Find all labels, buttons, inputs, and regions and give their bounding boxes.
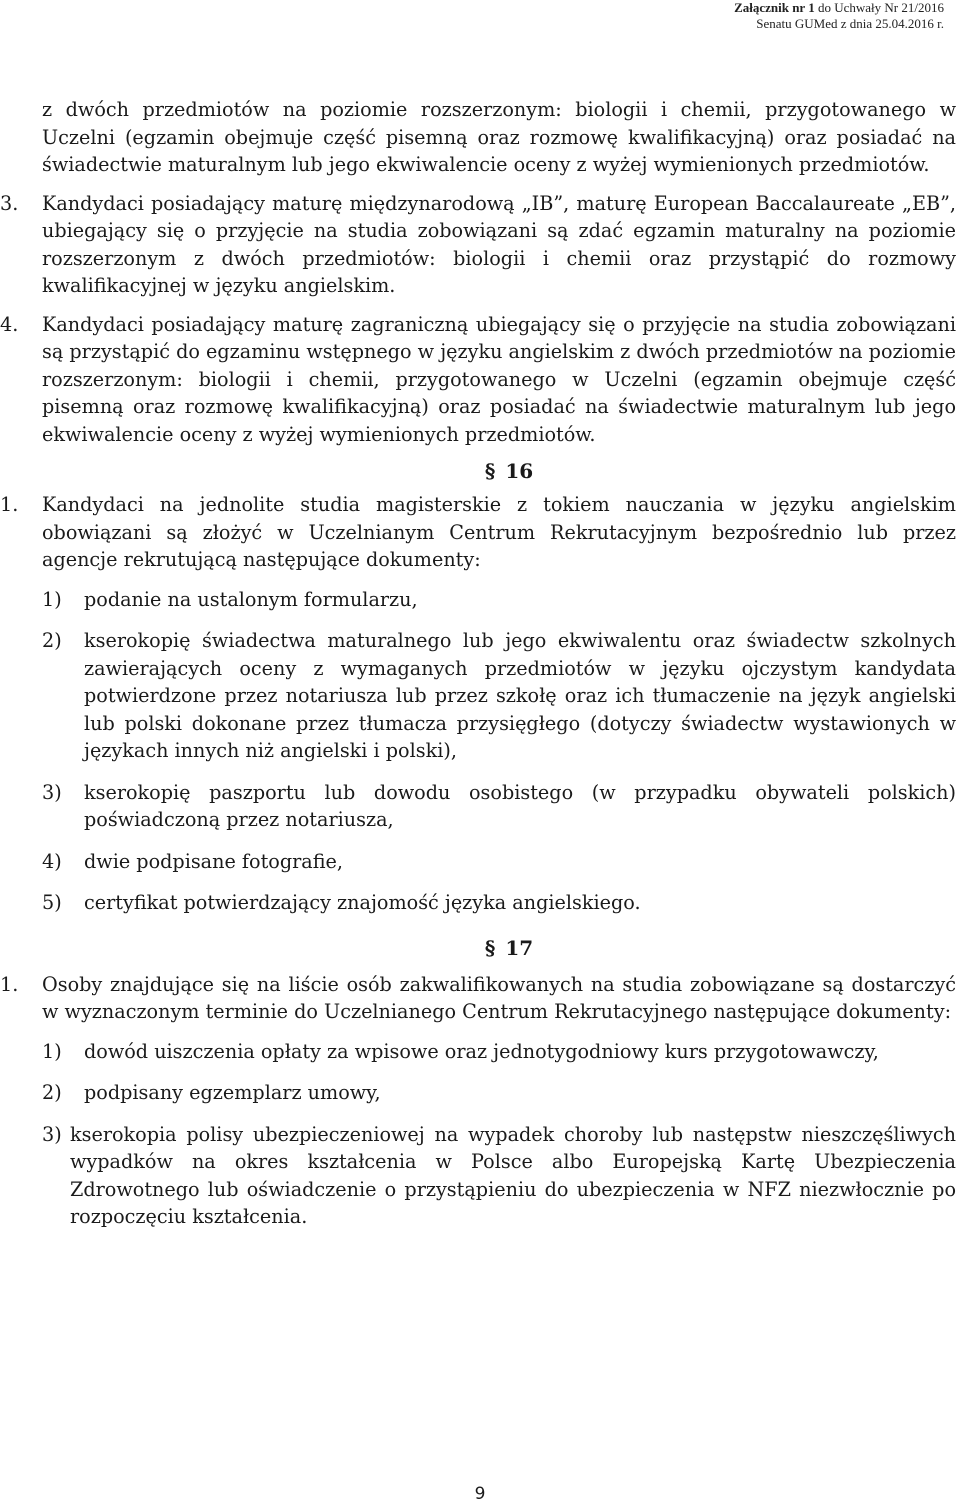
header-line-2: Senatu GUMed z dnia 25.04.2016 r. xyxy=(756,16,944,31)
attachment-label: Załącznik nr 1 xyxy=(734,0,815,15)
subitem-text: kserokopię paszportu lub dowodu osobistego (w przypadku obywateli polskich) poświadczoną przez notariusza, xyxy=(84,780,956,831)
subitem-text: certyfikat potwierdzający znajomość języka angielskiego. xyxy=(84,891,641,914)
paragraph-4-text: Kandydaci posiadający maturę zagraniczną ubiegający się o przyjęcie na studia zobowiązani są przystąpić do egzaminu wstępnego w języku angielskim z dwóch przedmiotów na poziomie rozszerzonym: biologii i chemii, przygotowanego w Uczelni (egzamin obejmuje część pisemną oraz rozmowę kwalifikacyjną) oraz posiadać na świadectwie maturalnym lub jego ekwiwalencie oceny z wyżej wymienionych przedmiotów. xyxy=(42,312,956,446)
section-16-subitem xyxy=(0,627,960,765)
section-symbol: § xyxy=(484,935,496,960)
subitem-text: dwie podpisane fotografie, xyxy=(84,849,343,873)
section-17-subitem xyxy=(0,1121,960,1231)
section-number: 16 xyxy=(505,459,534,483)
subitem-text: dowód uiszczenia opłaty za wpisowe oraz jednotygodniowy kurs przygotowawczy, xyxy=(84,1039,879,1063)
item-text: Osoby znajdujące się na liście osób zakwalifikowanych na studia zobowiązane są dostarczyć w wyznaczonym terminie do Uczelnianego Centrum Rekrutacyjnego następujące dokumenty: xyxy=(42,972,956,1023)
section-symbol: § xyxy=(484,459,496,483)
subitem-text: kserokopia polisy ubezpieczeniowej na wypadek choroby lub następstw nieszczęśliwych wypadków na okres kształcenia w Polsce albo Europejską Kartę Ubezpieczenia Zdrowotnego lub oświadczenie o przystąpieniu do ubezpieczenia w NFZ niezwłocznie po rozpoczęciu kształcenia. xyxy=(70,1122,956,1228)
section-17-subitem xyxy=(0,1038,960,1066)
subitem-number: 2) xyxy=(42,629,62,652)
paragraph-3-number: 3. xyxy=(0,191,19,215)
subitem-number: 1) xyxy=(42,1039,62,1063)
subitem-text: podanie na ustalonym formularzu, xyxy=(84,587,418,611)
paragraph-3 xyxy=(0,190,960,300)
document-header xyxy=(734,0,944,32)
section-17-heading xyxy=(0,935,960,962)
resolution-number: do Uchwały Nr 21/2016 xyxy=(814,0,944,15)
section-17-item-1 xyxy=(0,971,960,1026)
page-number: 9 xyxy=(474,1484,486,1504)
subitem-text: podpisany egzemplarz umowy, xyxy=(84,1081,381,1104)
paragraph-4 xyxy=(0,311,960,449)
continuation-paragraph: z dwóch przedmiotów na poziomie rozszerzonym: biologii i chemii, przygotowanego w Uczelni (egzamin obejmuje część pisemną oraz rozmowę kwalifikacyjną) oraz posiadać na świadectwie maturalnym lub jego ekwiwalencie oceny z wyżej wymienionych przedmiotów. xyxy=(42,98,956,176)
item-text: Kandydaci na jednolite studia magisterskie z tokiem nauczania w języku angielskim obowiązani są złożyć w Uczelnianym Centrum Rekrutacyjnym bezpośrednio lub przez agencje rekrutującą następujące dokumenty: xyxy=(42,493,956,571)
item-number: 1. xyxy=(0,972,19,996)
subitem-number: 5) xyxy=(42,891,62,914)
paragraph-4-number: 4. xyxy=(0,312,19,336)
section-16-subitem xyxy=(0,889,960,917)
section-16-heading xyxy=(0,458,960,485)
subitem-number: 1) xyxy=(42,587,62,611)
paragraph-3-text: Kandydaci posiadający maturę międzynarodową „IB”, maturę European Baccalaureate „EB”, ubiegający się o przyjęcie na studia zobowiązani są zdać egzamin maturalny na poziomie rozszerzonym z dwóch przedmiotów: biologii i chemii oraz przystąpić do rozmowy kwalifikacyjnej w języku angielskim. xyxy=(42,191,956,297)
section-16-subitem xyxy=(0,779,960,834)
subitem-number: 2) xyxy=(42,1081,62,1104)
document-body xyxy=(0,96,960,1231)
section-16-subitem xyxy=(0,848,960,876)
subitem-number: 4) xyxy=(42,849,62,873)
section-16-item-1 xyxy=(0,491,960,574)
section-17-subitem xyxy=(0,1079,960,1107)
section-number: 17 xyxy=(505,935,534,960)
subitem-number: 3) xyxy=(42,1122,62,1146)
section-16-subitem xyxy=(0,586,960,614)
subitem-text: kserokopię świadectwa maturalnego lub jego ekwiwalentu oraz świadectw szkolnych zawierających oceny z wymaganych przedmiotów w języku ojczystym kandydata potwierdzone przez notariusza lub przez szkołę oraz ich tłumaczenie na język angielski lub polski dokonane przez tłumacza przysięgłego (dotyczy świadectw wystawionych w językach innych niż angielski i polski), xyxy=(84,629,956,762)
item-number: 1. xyxy=(0,493,19,516)
header-line-1 xyxy=(734,0,944,16)
subitem-number: 3) xyxy=(42,780,62,804)
